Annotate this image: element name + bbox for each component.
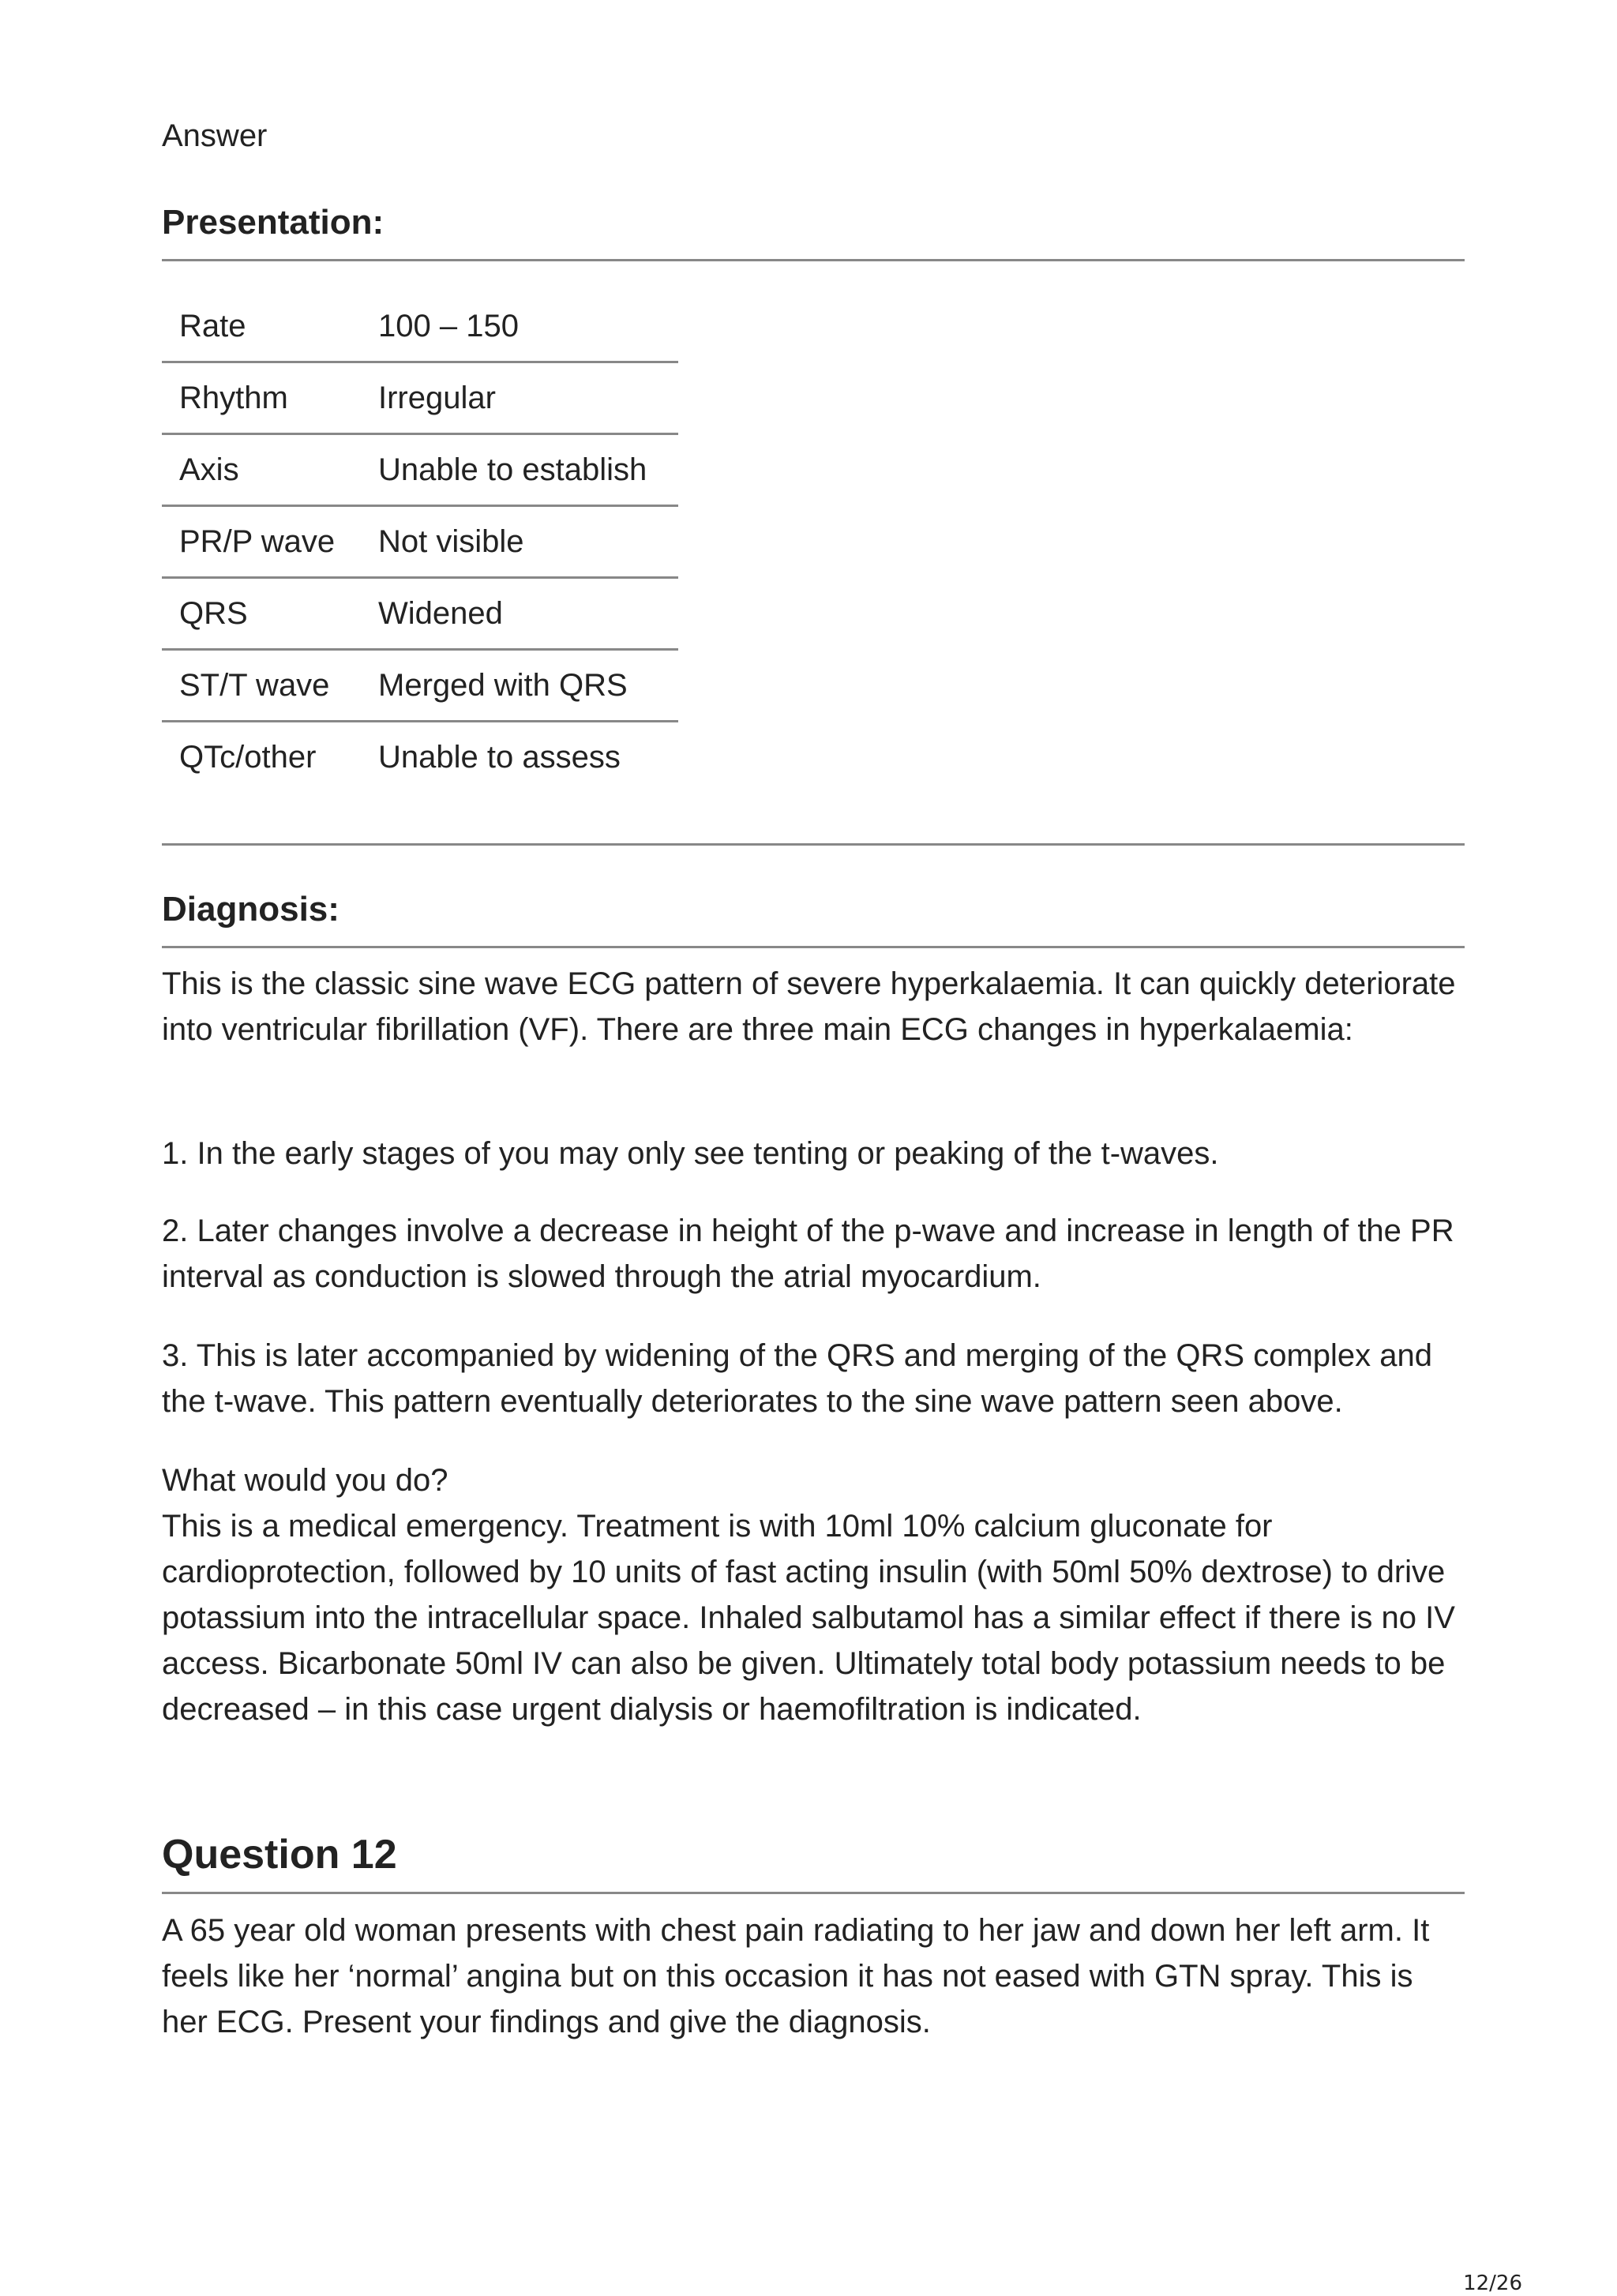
row-label: Rate — [179, 308, 246, 343]
answer-label: Answer — [162, 118, 268, 153]
row-label: ST/T wave — [162, 650, 359, 722]
question-12-text: A 65 year old woman presents with chest pain radiating to her jaw and down her left arm. It feels like her ‘normal’ angina but on this occasion it has not eased with GTN spray. This is her ECG. Present your findings and give the diagnosis. — [162, 1913, 1430, 2039]
row-value: Irregular — [359, 362, 678, 434]
page-number: 12/26 — [1463, 2272, 1522, 2295]
row-label: Axis — [162, 434, 359, 506]
presentation-table — [162, 291, 678, 792]
row-label: PR/P wave — [162, 506, 359, 578]
table-row — [162, 506, 678, 578]
table-row — [162, 434, 678, 506]
row-label: Rhythm — [162, 362, 359, 434]
row-value: Unable to assess — [359, 722, 678, 793]
presentation-heading: Presentation: — [162, 201, 1465, 261]
diagnosis-intro: This is the classic sine wave ECG pattern of severe hyperkalaemia. It can quickly deteriorate into ventricular fibrillation (VF). There are three main ECG changes in hyperkalaemia: — [162, 966, 1456, 1047]
row-value: Widened — [359, 578, 678, 650]
table-row — [162, 291, 678, 362]
table-row — [162, 650, 678, 722]
diagnosis-point-1: 1. In the early stages of you may only see tenting or peaking of the t-waves. — [162, 1136, 1219, 1171]
section-divider — [162, 843, 1465, 846]
diagnosis-heading: Diagnosis: — [162, 887, 1465, 948]
table-row — [162, 578, 678, 650]
row-value: Merged with QRS — [359, 650, 678, 722]
row-value: Not visible — [359, 506, 678, 578]
row-value: Unable to establish — [359, 434, 678, 506]
what-would-you-do: What would you do? — [162, 1463, 448, 1498]
question-12-heading: Question 12 — [162, 1829, 1465, 1894]
row-label: QTc/other — [162, 722, 359, 793]
table-row — [162, 362, 678, 434]
treatment-text: This is a medical emergency. Treatment is with 10ml 10% calcium gluconate for cardioprotection, followed by 10 units of fast acting insulin (with 50ml 50% dextrose) to drive potassium into the intracellular space. Inhaled salbutamol has a similar effect if there is no IV access. Bicarbonate 50ml IV can also be given. Ultimately total body potassium needs to be decreased – in this case urgent dialysis or haemofiltration is indicated. — [162, 1509, 1455, 1727]
diagnosis-point-2: 2. Later changes involve a decrease in height of the p-wave and increase in length of the PR interval as conduction is slowed through the atrial myocardium. — [162, 1214, 1454, 1294]
row-value: 100 – 150 — [378, 308, 519, 343]
diagnosis-point-3: 3. This is later accompanied by widening of the QRS and merging of the QRS complex and the t-wave. This pattern eventually deteriorates to the sine wave pattern seen above. — [162, 1338, 1433, 1419]
table-row — [162, 722, 678, 793]
row-label: QRS — [162, 578, 359, 650]
